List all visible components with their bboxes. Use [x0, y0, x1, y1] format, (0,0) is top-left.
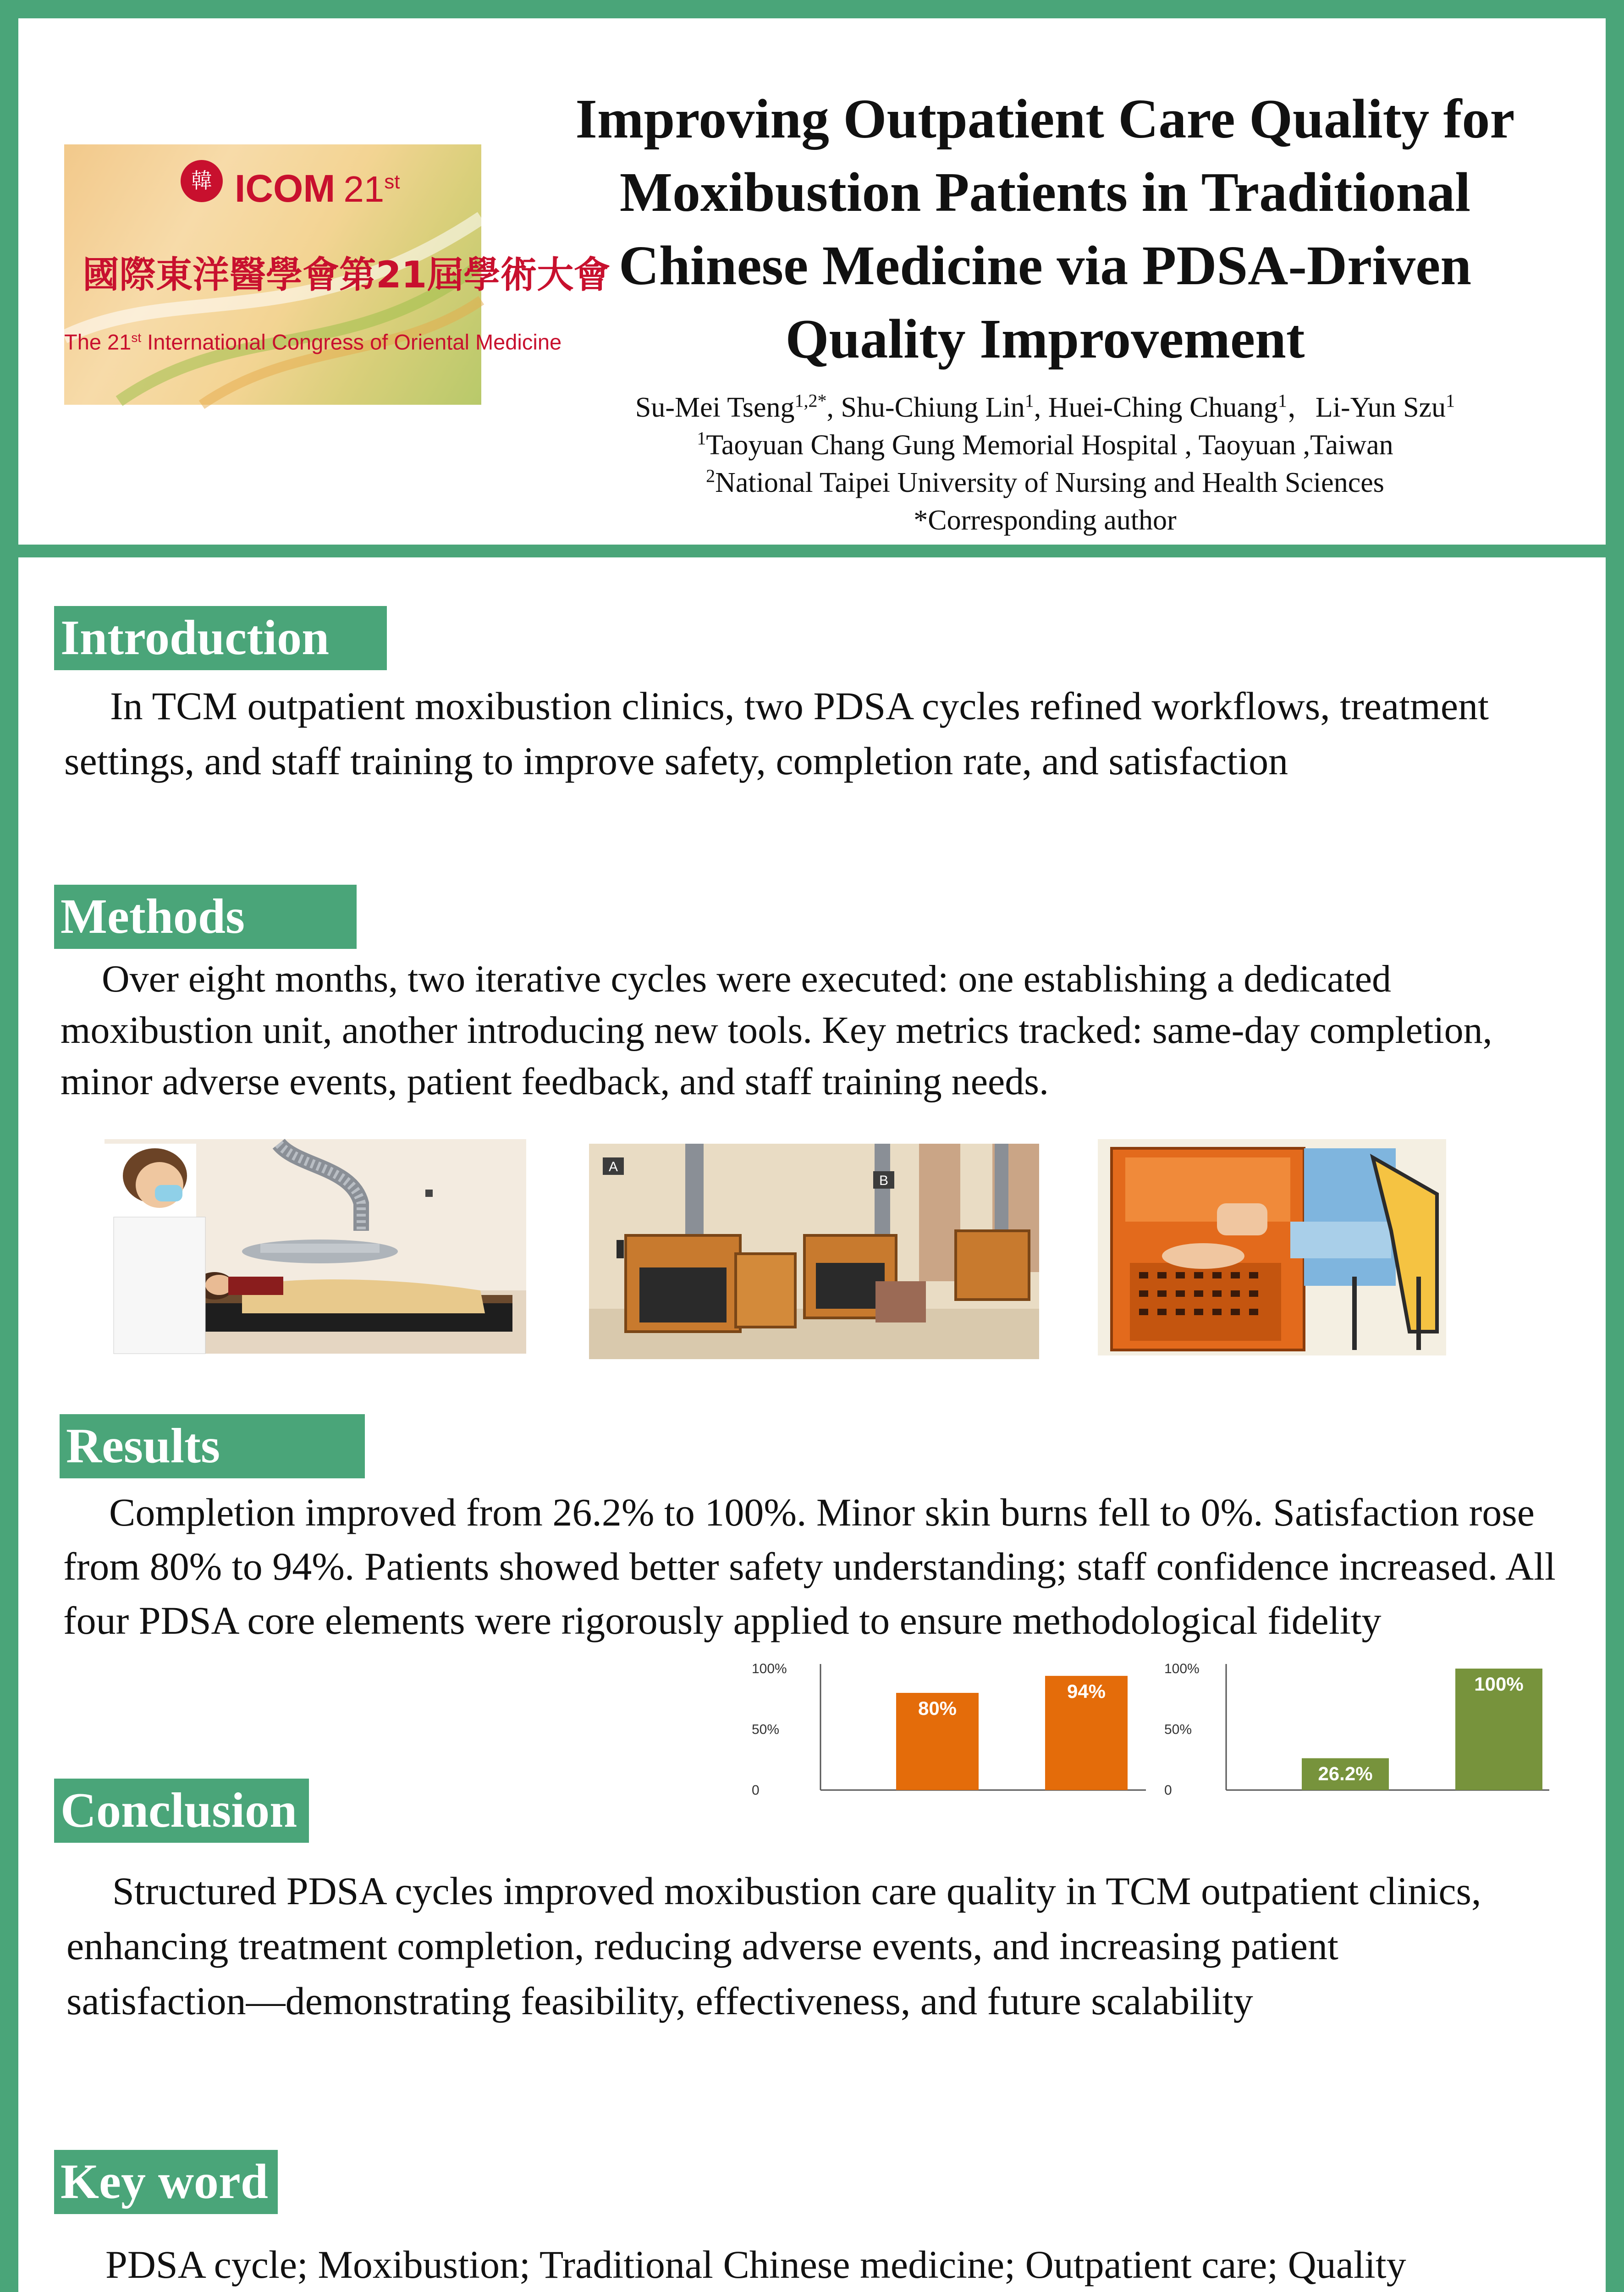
- illustration-patient-treatment: [105, 1139, 526, 1354]
- illustration-moxibustion-unit: [589, 1144, 1039, 1359]
- y-tick-label: 50%: [1164, 1722, 1192, 1737]
- y-tick-label: 0: [752, 1783, 760, 1798]
- conclusion-text: Structured PDSA cycles improved moxibustion care quality in TCM outpatient clinics, enhancing treatment completion, reducing adverse events, and increasing patient satisfaction—demonstrating feasibility, effectiveness, and future scalability: [66, 1869, 1481, 2023]
- results-heading: Results: [60, 1414, 365, 1478]
- illustration-foot-moxibustion-box: [1098, 1139, 1446, 1355]
- svg-text:A: A: [608, 1159, 618, 1174]
- corresponding-author: *Corresponding author: [914, 505, 1177, 536]
- poster-title: [513, 83, 1577, 376]
- bar-value-label: 80%: [918, 1697, 957, 1719]
- keyword-text: PDSA cycle; Moxibustion; Traditional Chinese medicine; Outpatient care; Quality: [105, 2242, 1406, 2286]
- results-text: Completion improved from 26.2% to 100%. Minor skin burns fell to 0%. Satisfaction rose from 80% to 94%. Patients showed better safety understanding; staff confidence increased. All four PDSA core elements were rigorously applied to ensure methodological fidelity: [63, 1490, 1556, 1642]
- logo-english-name: The 21st International Congress of Oriental Medicine: [64, 330, 562, 354]
- introduction-text: In TCM outpatient moxibustion clinics, two PDSA cycles refined workflows, treatment settings, and staff training to improve safety, completion rate, and satisfaction: [64, 684, 1489, 783]
- bar-value-label: 26.2%: [1318, 1763, 1373, 1785]
- conference-logo: [64, 144, 611, 405]
- introduction-heading: Introduction: [54, 606, 387, 670]
- y-tick-label: 50%: [752, 1722, 780, 1737]
- methods-heading: Methods: [54, 885, 357, 949]
- title-line: Chinese Medicine via PDSA-Driven: [618, 235, 1472, 297]
- y-tick-label: 0: [1164, 1783, 1172, 1798]
- completion-bar-chart: [1164, 1655, 1549, 1797]
- svg-text:韓: 韓: [191, 169, 212, 193]
- affiliation-2: $^2$National Taipei University of Nursing and Health Sciences: [706, 465, 1384, 498]
- keyword-heading: Key word: [54, 2150, 278, 2214]
- header-divider: [0, 545, 1624, 557]
- bar-value-label: 100%: [1474, 1673, 1524, 1695]
- affiliation-1: $^1$Taoyuan Chang Gung Memorial Hospital , Taoyuan ,Taiwan: [697, 428, 1393, 461]
- conclusion-heading: Conclusion: [54, 1779, 309, 1843]
- author-list: Su-Mei Tseng$^{1,2*}$, Shu-Chiung Lin$^1$, Huei-Ching Chuang$^1$，Li-Yun Szu$^1$: [635, 390, 1455, 423]
- frame-left: [0, 0, 18, 2292]
- bar-value-label: 94%: [1067, 1680, 1106, 1702]
- title-line: Moxibustion Patients in Traditional: [619, 161, 1471, 223]
- y-tick-label: 100%: [752, 1661, 787, 1676]
- methods-text: Over eight months, two iterative cycles were executed: one establishing a dedicated moxibustion unit, another introducing new tools. Key metrics tracked: same-day completion, minor adverse events, patient feedback, and staff training needs.: [61, 958, 1492, 1103]
- satisfaction-bar-chart: [752, 1655, 1146, 1797]
- logo-mark: ICOM 21st: [235, 167, 400, 210]
- title-line: Quality Improvement: [785, 308, 1305, 370]
- title-line: Improving Outpatient Care Quality for: [575, 88, 1515, 150]
- logo-chinese-name: 國際東洋醫學會第21屆學術大會: [83, 253, 611, 296]
- frame-right: [1606, 0, 1624, 2292]
- svg-text:B: B: [879, 1173, 889, 1188]
- author-block: [513, 389, 1577, 539]
- y-tick-label: 100%: [1164, 1661, 1200, 1676]
- frame-top: [0, 0, 1624, 18]
